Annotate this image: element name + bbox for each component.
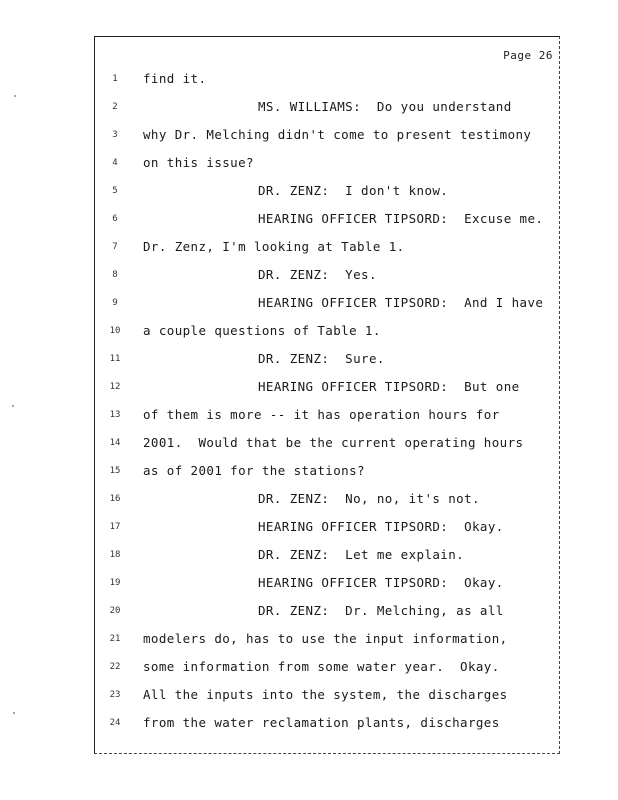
transcript-line: DR. ZENZ: No, no, it's not. — [258, 491, 480, 506]
scan-speck — [12, 405, 14, 407]
transcript-line: of them is more -- it has operation hours for — [143, 407, 500, 422]
line-number: 9 — [112, 298, 118, 308]
transcript-line: from the water reclamation plants, discharges — [143, 715, 500, 730]
transcript-line: as of 2001 for the stations? — [143, 463, 365, 478]
line-number: 8 — [112, 270, 118, 280]
transcript-page — [94, 36, 560, 754]
page-number: Page 26 — [503, 49, 553, 62]
transcript-line: MS. WILLIAMS: Do you understand — [258, 99, 512, 114]
line-number: 17 — [109, 522, 121, 532]
line-number: 10 — [109, 326, 121, 336]
transcript-line: HEARING OFFICER TIPSORD: Okay. — [258, 575, 504, 590]
line-number: 21 — [109, 634, 121, 644]
line-number: 22 — [109, 662, 121, 672]
line-number: 12 — [109, 382, 121, 392]
line-number: 15 — [109, 466, 121, 476]
transcript-line: DR. ZENZ: Let me explain. — [258, 547, 465, 562]
line-number: 14 — [109, 438, 121, 448]
transcript-line: HEARING OFFICER TIPSORD: Excuse me. — [258, 211, 544, 226]
transcript-line: DR. ZENZ: Dr. Melching, as all — [258, 603, 504, 618]
line-number: 23 — [109, 690, 121, 700]
line-number: 20 — [109, 606, 121, 616]
transcript-text — [143, 69, 557, 741]
line-number: 16 — [109, 494, 121, 504]
line-number: 5 — [112, 186, 118, 196]
transcript-line: DR. ZENZ: Sure. — [258, 351, 385, 366]
line-number: 1 — [112, 74, 118, 84]
transcript-line: HEARING OFFICER TIPSORD: But one — [258, 379, 520, 394]
transcript-line: some information from some water year. Okay. — [143, 659, 500, 674]
line-number: 13 — [109, 410, 121, 420]
transcript-line: Dr. Zenz, I'm looking at Table 1. — [143, 239, 405, 254]
transcript-line: DR. ZENZ: I don't know. — [258, 183, 449, 198]
line-number: 3 — [112, 130, 118, 140]
scan-speck — [13, 712, 15, 714]
transcript-line: a couple questions of Table 1. — [143, 323, 381, 338]
transcript-line: modelers do, has to use the input information, — [143, 631, 508, 646]
line-number: 11 — [109, 354, 121, 364]
transcript-line: 2001. Would that be the current operating hours — [143, 435, 524, 450]
transcript-line: HEARING OFFICER TIPSORD: Okay. — [258, 519, 504, 534]
line-number: 4 — [112, 158, 118, 168]
line-number: 6 — [112, 214, 118, 224]
transcript-line: All the inputs into the system, the discharges — [143, 687, 508, 702]
line-number: 19 — [109, 578, 121, 588]
line-number: 18 — [109, 550, 121, 560]
line-number: 24 — [109, 718, 121, 728]
scan-speck — [14, 95, 16, 97]
transcript-line: why Dr. Melching didn't come to present testimony — [143, 127, 532, 142]
transcript-line: on this issue? — [143, 155, 254, 170]
line-number: 2 — [112, 102, 118, 112]
transcript-line: find it. — [143, 71, 207, 86]
line-number: 7 — [112, 242, 118, 252]
transcript-line: DR. ZENZ: Yes. — [258, 267, 377, 282]
line-number-column — [95, 69, 135, 741]
transcript-line: HEARING OFFICER TIPSORD: And I have — [258, 295, 544, 310]
